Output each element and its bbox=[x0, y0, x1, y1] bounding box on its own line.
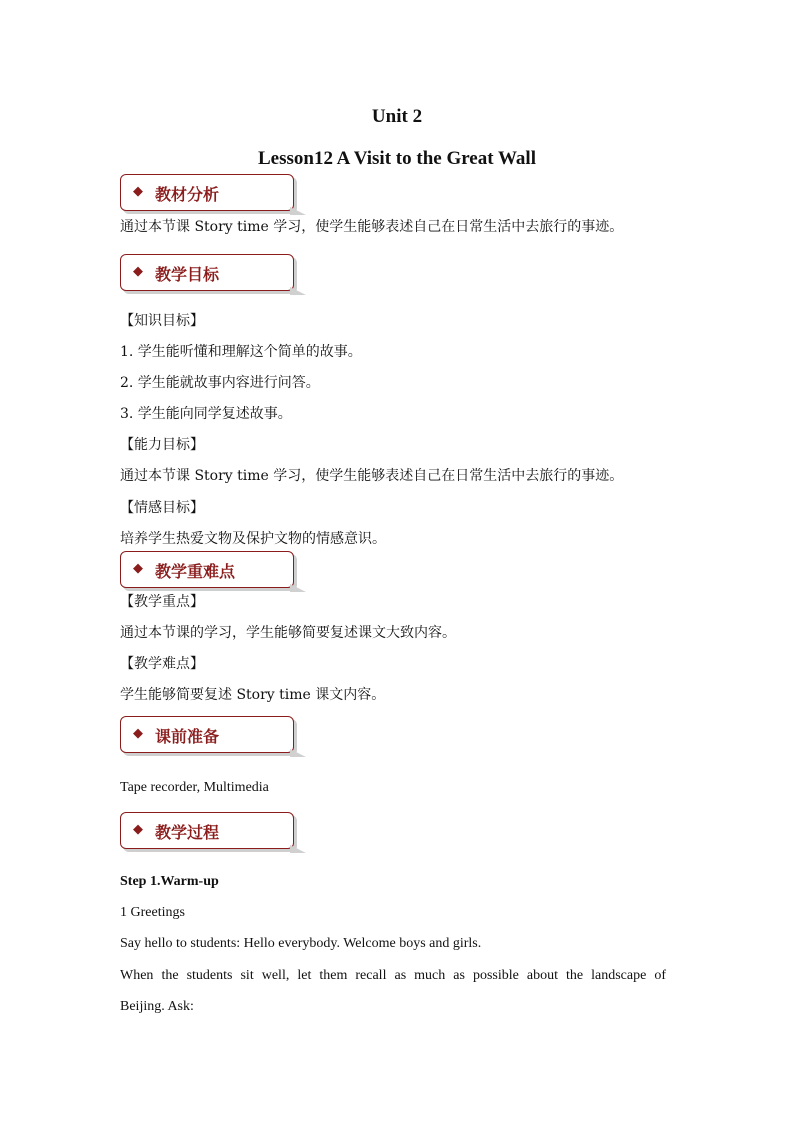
tab-shadow bbox=[290, 584, 306, 592]
diamond-icon: ◆ bbox=[133, 264, 143, 279]
knowledge-goal-heading: 【知识目标】 bbox=[120, 313, 204, 329]
analysis-text: 通过本节课 Story time 学习，使学生能够表述自己在日常生活中去旅行的事迹。 bbox=[120, 219, 624, 235]
step1-subheading: 1 Greetings bbox=[120, 905, 185, 920]
knowledge-goal-item: 3. 学生能向同学复述故事。 bbox=[120, 406, 292, 422]
diamond-icon: ◆ bbox=[133, 822, 143, 837]
tab-shadow bbox=[290, 287, 306, 295]
ability-goal-heading: 【能力目标】 bbox=[120, 437, 204, 453]
tab-shadow bbox=[290, 207, 306, 215]
difficulty-text: 学生能够简要复述 Story time 课文内容。 bbox=[120, 687, 386, 703]
diamond-icon: ◆ bbox=[133, 561, 143, 576]
unit-title: Unit 2 bbox=[371, 106, 423, 127]
key-point-heading: 【教学重点】 bbox=[120, 594, 204, 610]
ability-goal-text: 通过本节课 Story time 学习，使学生能够表述自己在日常生活中去旅行的事迹。 bbox=[120, 468, 624, 484]
knowledge-goal-item: 1. 学生能听懂和理解这个简单的故事。 bbox=[120, 344, 362, 360]
section-header-process bbox=[120, 812, 294, 849]
emotion-goal-text: 培养学生热爱文物及保护文物的情感意识。 bbox=[120, 531, 386, 547]
diamond-icon: ◆ bbox=[133, 726, 143, 741]
difficulty-heading: 【教学难点】 bbox=[120, 656, 204, 672]
section-label: 教材分析 bbox=[155, 185, 220, 204]
tab-shadow bbox=[290, 845, 306, 853]
section-header-goals bbox=[120, 254, 294, 291]
emotion-goal-heading: 【情感目标】 bbox=[120, 500, 204, 516]
step1-heading: Step 1.Warm-up bbox=[120, 874, 219, 889]
diamond-icon: ◆ bbox=[133, 184, 143, 199]
lesson-title: Lesson12 A Visit to the Great Wall bbox=[258, 148, 536, 169]
knowledge-goal-item: 2. 学生能就故事内容进行问答。 bbox=[120, 375, 320, 391]
section-header-analysis bbox=[120, 174, 294, 211]
section-label: 教学目标 bbox=[155, 265, 220, 284]
section-header-preparation bbox=[120, 716, 294, 753]
section-label: 教学过程 bbox=[155, 823, 220, 842]
key-point-text: 通过本节课的学习，学生能够简要复述课文大致内容。 bbox=[120, 625, 456, 641]
preparation-text: Tape recorder, Multimedia bbox=[120, 780, 269, 795]
section-label: 课前准备 bbox=[155, 727, 220, 746]
tab-shadow bbox=[290, 749, 306, 757]
section-label: 教学重难点 bbox=[155, 562, 236, 581]
section-header-key-points bbox=[120, 551, 294, 588]
step1-line: Beijing. Ask: bbox=[120, 999, 194, 1014]
step1-line: When the students sit well, let them recall as much as possible about the landscape of bbox=[120, 968, 666, 983]
step1-line: Say hello to students: Hello everybody. Welcome boys and girls. bbox=[120, 936, 482, 951]
